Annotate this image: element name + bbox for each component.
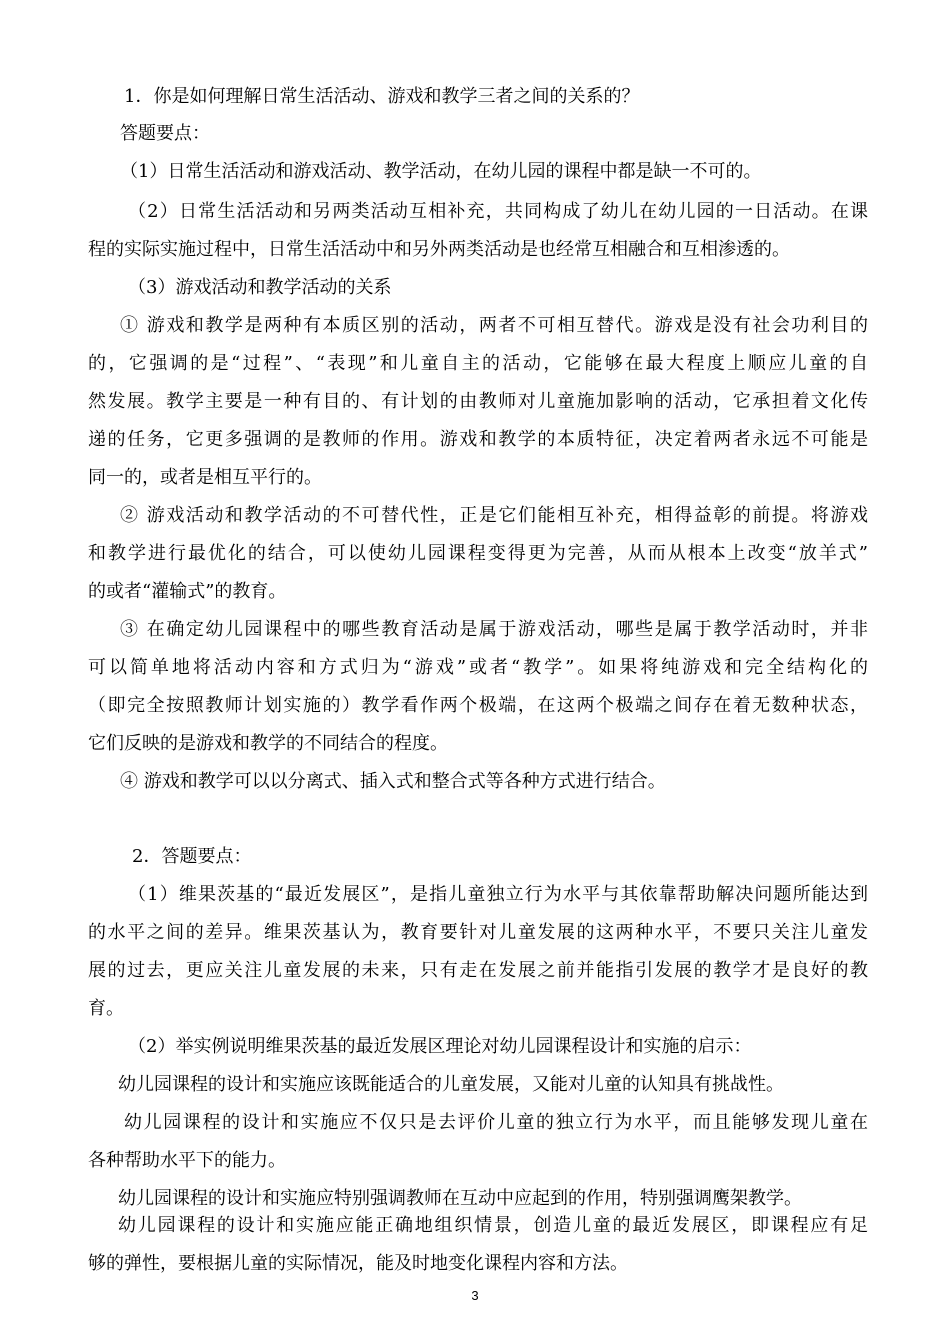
- q2-item-4-line-1: 幼儿园课程的设计和实施应能正确地组织情景，创造儿童的最近发展区，即课程应有足: [118, 1215, 868, 1236]
- q2-item-3: 幼儿园课程的设计和实施应特别强调教师在互动中应起到的作用，特别强调鹰架教学。: [118, 1188, 802, 1209]
- q1-point-3: （3）游戏活动和教学活动的关系: [128, 277, 392, 298]
- q1-answer-label: 答题要点：: [120, 123, 210, 144]
- q1-circle-1-line-4: 递的任务，它更多强调的是教师的作用。游戏和教学的本质特征，决定着两者永远不可能是: [88, 429, 868, 450]
- q1-circle-1-line-5: 同一的，或者是相互平行的。: [88, 467, 322, 488]
- q2-item-4-line-2: 够的弹性，要根据儿童的实际情况，能及时地变化课程内容和方法。: [88, 1253, 628, 1274]
- q1-circle-3-line-3: （即完全按照教师计划实施的）教学看作两个极端，在这两个极端之间存在着无数种状态，: [88, 695, 868, 716]
- q1-title: 1．你是如何理解日常生活活动、游戏和教学三者之间的关系的？: [124, 86, 640, 107]
- q1-circle-2-line-2: 和教学进行最优化的结合，可以使幼儿园课程变得更为完善，从而从根本上改变“放羊式”: [88, 543, 868, 564]
- q1-circle-1-line-1: ① 游戏和教学是两种有本质区别的活动，两者不可相互替代。游戏是没有社会功利目的: [120, 315, 868, 336]
- q2-item-2-line-2: 各种帮助水平下的能力。: [88, 1150, 286, 1171]
- q1-point-2-line-2: 程的实际实施过程中，日常生活活动中和另外两类活动是也经常互相融合和互相渗透的。: [88, 239, 790, 260]
- q1-circle-2-line-1: ② 游戏活动和教学活动的不可替代性，正是它们能相互补充，相得益彰的前提。将游戏: [120, 505, 868, 526]
- q1-circle-2-line-3: 的或者“灌输式”的教育。: [88, 581, 287, 602]
- q1-circle-3-line-1: ③ 在确定幼儿园课程中的哪些教育活动是属于游戏活动，哪些是属于教学活动时，并非: [120, 619, 868, 640]
- q2-item-2-line-1: 幼儿园课程的设计和实施应不仅只是去评价儿童的独立行为水平，而且能够发现儿童在: [124, 1112, 868, 1133]
- q2-item-1: 幼儿园课程的设计和实施应该既能适合的儿童发展，又能对儿童的认知具有挑战性。: [118, 1074, 784, 1095]
- q2-title: 2．答题要点：: [132, 846, 252, 867]
- q2-point-1-line-3: 展的过去，更应关注儿童发展的未来，只有走在发展之前并能指引发展的教学才是良好的教: [88, 960, 868, 981]
- q2-point-2: （2）举实例说明维果茨基的最近发展区理论对幼儿园课程设计和实施的启示：: [128, 1036, 752, 1057]
- q2-point-1-line-2: 的水平之间的差异。维果茨基认为，教育要针对儿童发展的这两种水平，不要只关注儿童发: [88, 922, 868, 943]
- q1-point-2-line-1: （2）日常生活活动和另两类活动互相补充，共同构成了幼儿在幼儿园的一日活动。在课: [128, 201, 868, 222]
- q1-circle-4: ④ 游戏和教学可以以分离式、插入式和整合式等各种方式进行结合。: [120, 771, 666, 792]
- q1-circle-3-line-4: 它们反映的是游戏和教学的不同结合的程度。: [88, 733, 448, 754]
- q1-point-1: （1）日常生活活动和游戏活动、教学活动，在幼儿园的课程中都是缺一不可的。: [120, 161, 762, 182]
- q2-point-1-line-4: 育。: [88, 998, 124, 1019]
- q1-circle-1-line-3: 然发展。教学主要是一种有目的、有计划的由教师对儿童施加影响的活动，它承担着文化传: [88, 391, 868, 412]
- q1-circle-1-line-2: 的，它强调的是“过程”、“表现”和儿童自主的活动，它能够在最大程度上顺应儿童的自: [88, 353, 868, 374]
- q2-point-1-line-1: （1）维果茨基的“最近发展区”，是指儿童独立行为水平与其依靠帮助解决问题所能达到: [128, 884, 868, 905]
- page-number: 3: [471, 1288, 479, 1303]
- q1-circle-3-line-2: 可以简单地将活动内容和方式归为“游戏”或者“教学”。如果将纯游戏和完全结构化的: [88, 657, 868, 678]
